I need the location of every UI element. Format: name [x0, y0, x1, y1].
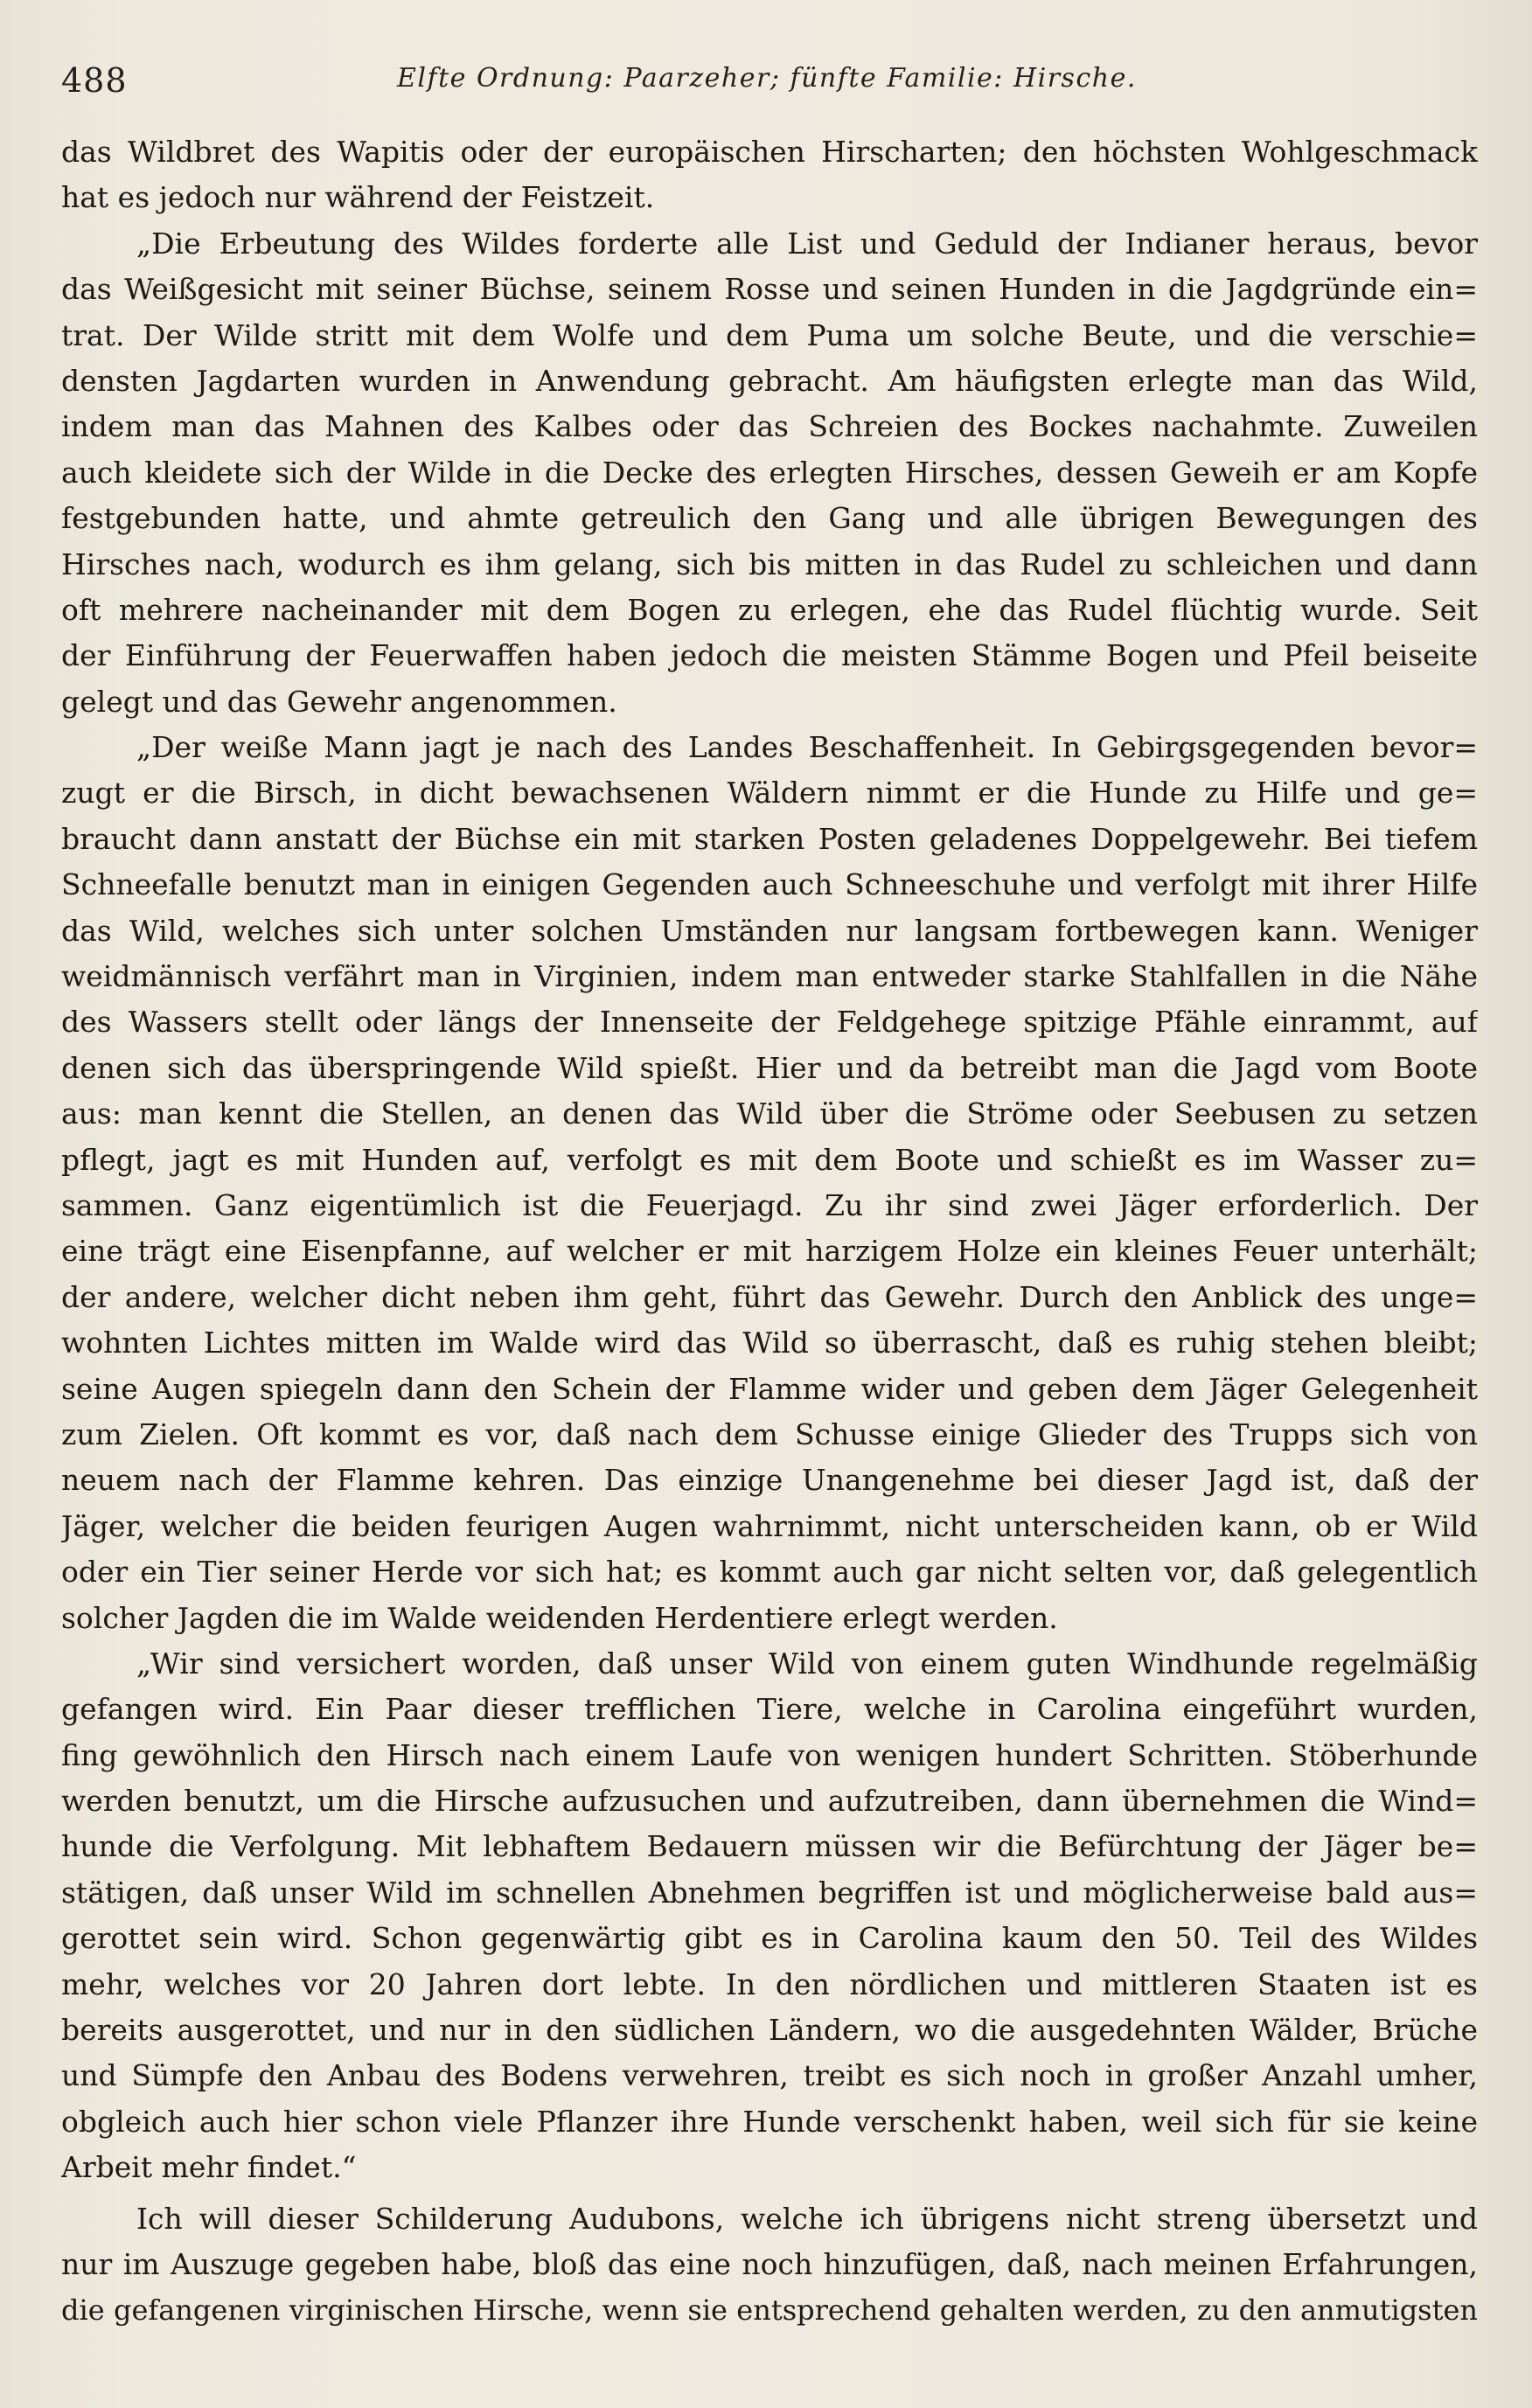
text-line: „Der weiße Mann jagt je nach des Landes Beschaffenheit. In Gebirgsgegenden bevor=	[136, 730, 1478, 765]
text-line: Jäger, welcher die beiden feurigen Augen wahrnimmt, nicht unterscheiden kann, ob er Wild	[61, 1508, 1478, 1543]
text-line: „Wir sind versichert worden, daß unser Wild von einem guten Windhunde regelmäßig	[136, 1646, 1478, 1681]
text-line: sammen. Ganz eigentümlich ist die Feuerjagd. Zu ihr sind zwei Jäger erforderlich. Der	[61, 1187, 1478, 1222]
text-line: oder ein Tier seiner Herde vor sich hat; es kommt auch gar nicht selten vor, daß gelegentlich	[61, 1555, 1478, 1590]
text-line: braucht dann anstatt der Büchse ein mit starken Posten geladenes Doppelgewehr. Bei tiefem	[61, 821, 1478, 856]
text-line: indem man das Mahnen des Kalbes oder das Schreien des Bockes nachahmte. Zuweilen	[61, 409, 1478, 444]
text-line: Arbeit mehr findet.“	[61, 2150, 357, 2185]
text-line: weidmännisch verfährt man in Virginien, indem man entweder starke Stahlfallen in die Nähe	[61, 959, 1478, 994]
page-number: 488	[61, 61, 128, 100]
text-line: das Wildbret des Wapitis oder der europäischen Hirscharten; den höchsten Wohlgeschmack	[61, 135, 1478, 169]
text-line: eine trägt eine Eisenpfanne, auf welcher er mit harzigem Holze ein kleines Feuer unterhält;	[61, 1234, 1478, 1269]
page-header	[61, 58, 1469, 110]
text-line: gerottet sein wird. Schon gegenwärtig gibt es in Carolina kaum den 50. Teil des Wildes	[61, 1921, 1478, 1956]
text-line: bereits ausgerottet, und nur in den südlichen Ländern, wo die ausgedehnten Wälder, Brüche	[61, 2013, 1478, 2048]
text-line: solcher Jagden die im Walde weidenden Herdentiere erlegt werden.	[61, 1600, 1058, 1635]
text-line: neuem nach der Flamme kehren. Das einzige Unangenehme bei dieser Jagd ist, daß der	[61, 1463, 1478, 1498]
text-line: zum Zielen. Oft kommt es vor, daß nach dem Schusse einige Glieder des Trupps sich von	[61, 1416, 1478, 1451]
text-line: obgleich auch hier schon viele Pflanzer ihre Hunde verschenkt haben, weil sich für sie keine	[61, 2104, 1478, 2139]
text-line: oft mehrere nacheinander mit dem Bogen zu erlegen, ehe das Rudel flüchtig wurde. Seit	[61, 592, 1478, 627]
text-line: der Einführung der Feuerwaffen haben jedoch die meisten Stämme Bogen und Pfeil beiseite	[61, 638, 1478, 673]
text-line: Hirsches nach, wodurch es ihm gelang, sich bis mitten in das Rudel zu schleichen und dann	[61, 546, 1478, 581]
text-line: aus: man kennt die Stellen, an denen das Wild über die Ströme oder Seebusen zu setzen	[61, 1096, 1478, 1131]
text-line: festgebunden hatte, und ahmte getreulich den Gang und alle übrigen Bewegungen des	[61, 501, 1478, 536]
text-line: fing gewöhnlich den Hirsch nach einem Laufe von wenigen hundert Schritten. Stöberhunde	[61, 1737, 1478, 1772]
text-line: Ich will dieser Schilderung Audubons, welche ich übrigens nicht streng übersetzt und	[136, 2201, 1478, 2236]
text-line: densten Jagdarten wurden in Anwendung gebracht. Am häufigsten erlegte man das Wild,	[61, 363, 1478, 398]
text-line: das Weißgesicht mit seiner Büchse, seinem Rosse und seinen Hunden in die Jagdgründe ein=	[61, 272, 1478, 307]
text-line: denen sich das überspringende Wild spießt. Hier und da betreibt man die Jagd vom Boote	[61, 1050, 1478, 1085]
text-line: seine Augen spiegeln dann den Schein der Flamme wider und geben dem Jäger Gelegenheit	[61, 1371, 1478, 1406]
text-line: und Sümpfe den Anbau des Bodens verwehren, treibt es sich noch in großer Anzahl umher,	[61, 2058, 1478, 2093]
running-head: Elfte Ordnung: Paarzeher; fünfte Familie: Hirsche.	[397, 63, 1137, 94]
paragraph	[61, 129, 1478, 221]
text-line: wohnten Lichtes mitten im Walde wird das Wild so überrascht, daß es ruhig stehen bleibt;	[61, 1326, 1478, 1361]
text-line: „Die Erbeutung des Wildes forderte alle List und Geduld der Indianer heraus, bevor	[136, 226, 1478, 261]
paragraph	[61, 2196, 1478, 2334]
text-line: Schneefalle benutzt man in einigen Gegenden auch Schneeschuhe und verfolgt mit ihrer Hilfe	[61, 867, 1478, 902]
text-line: gelegt und das Gewehr angenommen.	[61, 684, 617, 719]
text-line: zugt er die Birsch, in dicht bewachsenen Wäldern nimmt er die Hunde zu Hilfe und ge=	[61, 776, 1478, 811]
text-line: hunde die Verfolgung. Mit lebhaftem Bedauern müssen wir die Befürchtung der Jäger be=	[61, 1829, 1478, 1864]
text-line: der andere, welcher dicht neben ihm geht, führt das Gewehr. Durch den Anblick des unge=	[61, 1279, 1478, 1314]
text-line: nur im Auszuge gegeben habe, bloß das eine noch hinzufügen, daß, nach meinen Erfahrungen,	[61, 2246, 1478, 2281]
paragraph	[61, 221, 1478, 725]
text-line: gefangen wird. Ein Paar dieser trefflichen Tiere, welche in Carolina eingeführt wurden,	[61, 1692, 1478, 1727]
text-line: trat. Der Wilde stritt mit dem Wolfe und dem Puma um solche Beute, und die verschie=	[61, 317, 1478, 352]
paragraph	[61, 725, 1478, 1641]
text-line: mehr, welches vor 20 Jahren dort lebte. In den nördlichen und mittleren Staaten ist es	[61, 1966, 1478, 2001]
text-line: stätigen, daß unser Wild im schnellen Abnehmen begriffen ist und möglicherweise bald aus=	[61, 1875, 1478, 1910]
body-text	[61, 129, 1478, 2334]
text-line: des Wassers stellt oder längs der Innenseite der Feldgehege spitzige Pfähle einrammt, auf	[61, 1005, 1478, 1040]
text-line: werden benutzt, um die Hirsche aufzusuchen und aufzutreiben, dann übernehmen die Wind=	[61, 1784, 1478, 1819]
text-line: hat es jedoch nur während der Feistzeit.	[61, 180, 655, 215]
text-line: das Wild, welches sich unter solchen Umständen nur langsam fortbewegen kann. Weniger	[61, 913, 1478, 948]
text-line: auch kleidete sich der Wilde in die Decke des erlegten Hirsches, dessen Geweih er am Kopfe	[61, 455, 1478, 490]
text-line: die gefangenen virginischen Hirsche, wenn sie entsprechend gehalten werden, zu den anmutigsten	[61, 2293, 1478, 2328]
text-line: pflegt, jagt es mit Hunden auf, verfolgt es mit dem Boote und schießt es im Wasser zu=	[61, 1142, 1478, 1177]
paragraph	[61, 1641, 1478, 2191]
